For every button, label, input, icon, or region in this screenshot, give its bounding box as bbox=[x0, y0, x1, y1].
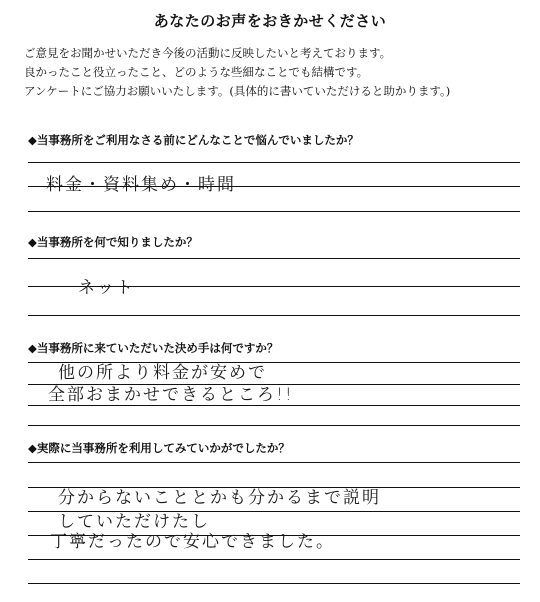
question-3-answer-line-1: 他の所より料金が安めで bbox=[58, 363, 267, 383]
form-title: あなたのお声をおきかせください bbox=[153, 12, 387, 30]
intro-line: ご意見をお聞かせいただき今後の活動に反映したいと考えております。 bbox=[24, 46, 392, 60]
question-1-label: ◆当事務所をご利用なさる前にどんなことで悩んでいましたか？ bbox=[28, 133, 359, 147]
question-2-answer-line-1: ネット bbox=[78, 278, 135, 298]
question-4-label: ◆実際に当事務所を利用してみていかがでしたか？ bbox=[28, 441, 290, 455]
ruled-line bbox=[28, 405, 520, 406]
question-3-answer-line-2: 全部おまかせできるところ!! bbox=[48, 385, 294, 405]
ruled-line bbox=[28, 559, 520, 560]
question-1-answer-line-1: 料金・資料集め・時間 bbox=[46, 175, 236, 195]
intro-line: 良かったこと役立ったこと、どのような些細なことでも結構です。 bbox=[24, 65, 369, 79]
intro-text bbox=[24, 44, 524, 101]
question-3-label: ◆当事務所に来ていただいた決め手は何ですか？ bbox=[28, 341, 279, 355]
intro-line: アンケートにご協力お願いいたします。(具体的に書いていただけると助かります。) bbox=[24, 84, 451, 98]
question-4-answer-line-1: 分からないこととかも分かるまで説明 bbox=[58, 488, 381, 508]
question-2-label: ◆当事務所を何で知りましたか？ bbox=[28, 235, 198, 249]
question-4-answer-line-3: 丁寧だったので安心できました。 bbox=[50, 532, 335, 552]
question-4-answer-line-2: していただけたし bbox=[58, 512, 210, 532]
